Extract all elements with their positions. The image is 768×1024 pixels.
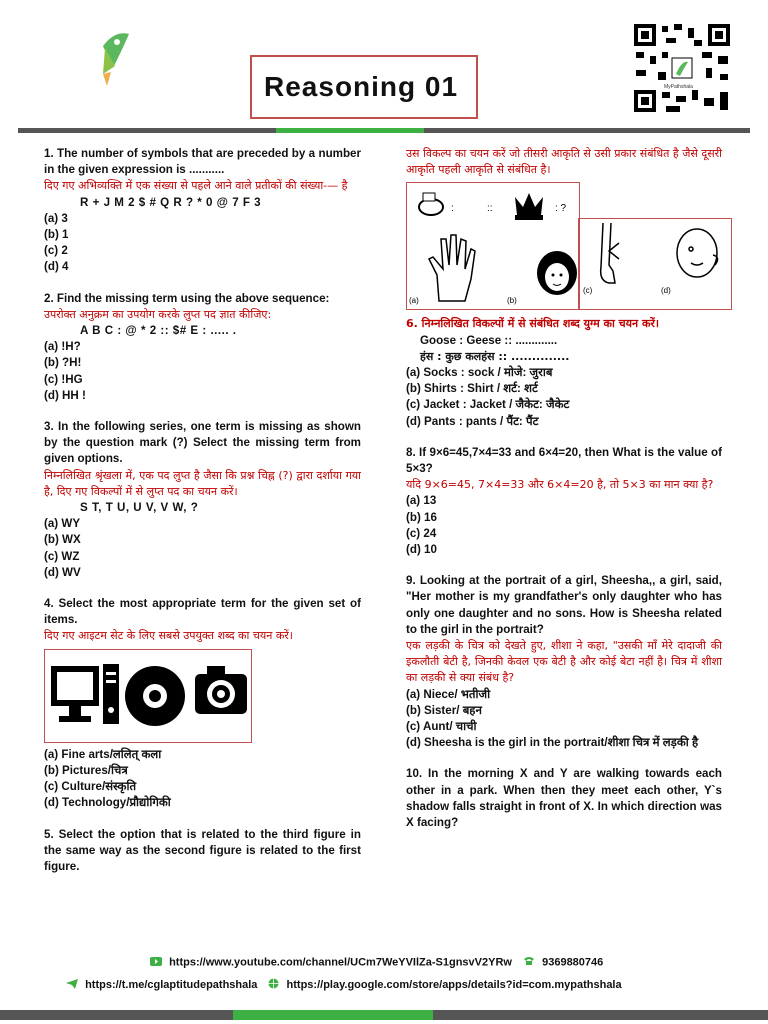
q5-label-c: (c): [583, 286, 593, 296]
q9-option-c[interactable]: (c) Aunt/ चाची: [406, 720, 477, 734]
bottom-divider: [0, 1010, 768, 1020]
q2-option-c[interactable]: (c) !HG: [44, 372, 83, 386]
q9-option-d[interactable]: (d) Sheesha is the girl in the portrait/शीशा चित्र में लड़की है: [406, 736, 699, 750]
q4-option-b[interactable]: (b) Pictures/चित्र: [44, 763, 128, 777]
q2-option-d[interactable]: (d) HH !: [44, 388, 86, 402]
q1-text: 1. The number of symbols that are preceded by a number in the given expression is ...........: [44, 147, 361, 177]
q5-text: 5. Select the option that is related to the third figure in the same way as the second figure is related to the first figure.: [44, 827, 361, 873]
q3-option-c[interactable]: (c) WZ: [44, 549, 80, 563]
q5-label-d: (d): [661, 286, 671, 296]
left-column: [44, 146, 361, 875]
q4-image: [44, 649, 252, 743]
q1-option-a[interactable]: (a) 3: [44, 211, 68, 225]
title-box: [250, 55, 478, 119]
q4-option-c[interactable]: (c) Culture/संस्कृति: [44, 780, 137, 794]
q5-figure-right: [578, 218, 732, 310]
q3-option-d[interactable]: (d) WV: [44, 565, 81, 579]
q6-option-b[interactable]: (b) Shirts : Shirt / शर्ट: शर्ट: [406, 382, 538, 396]
q5-mark-2: ::: [487, 203, 493, 215]
computer-icon: [51, 664, 119, 724]
q8-option-a[interactable]: (a) 13: [406, 494, 437, 508]
q9-text: 9. Looking at the portrait of a girl, Sheesha,, a girl, said, "Her mother is my grandfather's only daughter who has only one daughter and no sons. How is Sheesha related to the girl in the portrait?: [406, 574, 722, 636]
top-divider: [18, 128, 750, 133]
q8-text: 8. If 9×6=45,7×4=33 and 6×4=20, then What is the value of 5×3?: [406, 445, 722, 476]
q8-option-d[interactable]: (d) 10: [406, 543, 437, 557]
girl-face-icon: [537, 251, 577, 295]
q4-option-d[interactable]: (d) Technology/प्रौद्योगिकी: [44, 796, 171, 810]
youtube-icon: [150, 957, 162, 969]
q2-option-b[interactable]: (b) ?H!: [44, 356, 82, 370]
q5-label-b: (b): [507, 296, 517, 306]
q6-option-c[interactable]: (c) Jacket : Jacket / जैकेट: जैकेट: [406, 398, 570, 412]
q8-hindi: यदि 9×6=45, 7×4=33 और 6×4=20 है, तो 5×3 का मान क्या है?: [406, 478, 714, 492]
q4-text: 4. Select the most appropriate term for the given set of items.: [44, 597, 361, 627]
q5-figure-left: [406, 182, 580, 310]
q5-mark-3: : ?: [555, 203, 567, 215]
footer-row-2: [0, 978, 768, 992]
playstore-link[interactable]: https://play.google.com/store/apps/details?id=com.mypathshala: [286, 978, 622, 991]
q5-mark-1: :: [451, 203, 454, 215]
qr-caption: MyPathshala: [664, 84, 693, 90]
camera-icon: [195, 666, 247, 714]
footer-row-1: [0, 956, 768, 969]
page-title: Reasoning 01: [264, 71, 459, 102]
phone-icon: [523, 956, 535, 969]
ring-icon: [419, 193, 443, 215]
q3-option-b[interactable]: (b) WX: [44, 533, 81, 547]
q9-hindi: एक लड़की के चित्र को देखते हुए, शीशा ने कहा, "उसकी माँ मेरे दादाजी की इकलौती बेटी है, जिनकी केवल एक बेटी है और कोई बेटा नहीं है। चित्र में शीशा का लड़की से क्या संबंध है?: [406, 639, 722, 685]
crown-icon: [515, 193, 543, 220]
q1-option-c[interactable]: (c) 2: [44, 244, 68, 258]
q3-text: 3. In the following series, one term is missing as shown by the question mark (?) Select the missing term from given options.: [44, 420, 361, 466]
right-column: [406, 146, 722, 831]
leg-icon: [601, 223, 619, 283]
q6-option-d[interactable]: (d) Pants : pants / पैंट: पैंट: [406, 414, 539, 428]
q6-line1: Goose : Geese :: .............: [420, 333, 558, 347]
q1-option-d[interactable]: (d) 4: [44, 260, 69, 274]
globe-icon: [268, 978, 279, 992]
q10-text: 10. In the morning X and Y are walking towards each other in a park. When then they meet each other, Y`s shadow falls straight in front of X. In which direction was X facing?: [406, 767, 722, 830]
q2-expression: A B C : @ * 2 :: $# E : ..... .: [80, 324, 237, 338]
q9-option-b[interactable]: (b) Sister/ बहन: [406, 703, 482, 717]
q3-hindi: निम्नलिखित श्रृंखला में, एक पद लुप्त है जैसा कि प्रश्न चिह्न (?) द्वारा दर्शाया गया है, दिए गए विकल्पों में से लुप्त पद का चयन करें।: [44, 468, 361, 498]
q5-figure: [406, 182, 731, 316]
q1-option-b[interactable]: (b) 1: [44, 228, 69, 242]
q6-option-a[interactable]: (a) Socks : sock / मोजे: जुराब: [406, 366, 553, 380]
q5-hindi: उस विकल्प का चयन करें जो तीसरी आकृति से उसी प्रकार संबंधित है जैसे दूसरी आकृति पहली आकृति से संबंधित है।: [406, 147, 722, 177]
q6-hindi: 6. निम्नलिखित विकल्पों में से संबंधित शब्द युग्म का चयन करें।: [406, 317, 660, 331]
q1-hindi: दिए गए अभिव्यक्ति में एक संख्या से पहले आने वाले प्रतीकों की संख्या-— है: [44, 179, 348, 193]
pathshala-logo-icon: [95, 28, 135, 90]
q2-option-a[interactable]: (a) !H?: [44, 340, 81, 354]
q3-option-a[interactable]: (a) WY: [44, 517, 81, 531]
telegram-link[interactable]: https://t.me/cglaptitudepathshala: [85, 978, 258, 991]
q3-expression: S T, T U, U V, V W, ?: [80, 501, 199, 515]
hand-icon: [429, 235, 475, 301]
telegram-icon: [66, 979, 78, 992]
q9-option-a[interactable]: (a) Niece/ भतीजी: [406, 687, 491, 701]
q4-option-a[interactable]: (a) Fine arts/ललित् कला: [44, 747, 162, 761]
q8-option-c[interactable]: (c) 24: [406, 526, 437, 540]
phone-number[interactable]: 9369880746: [542, 956, 604, 969]
boy-face-icon: [677, 229, 718, 277]
qr-code-icon: [632, 22, 732, 114]
youtube-link[interactable]: https://www.youtube.com/channel/UCm7WeYVIlZa-S1gnsvV2YRw: [169, 956, 512, 969]
q5-label-a: (a): [409, 296, 419, 306]
q8-option-b[interactable]: (b) 16: [406, 510, 437, 524]
q4-hindi: दिए गए आइटम सेट के लिए सबसे उपयुक्त शब्द का चयन करें।: [44, 629, 293, 643]
disc-icon: [125, 666, 185, 726]
q6-line2: हंस : कुछ कलहंस :: ..............: [420, 349, 570, 363]
q1-expression: R + J M 2 $ # Q R ? * 0 @ 7 F 3: [80, 195, 262, 209]
q2-hindi: उपरोक्त अनुक्रम का उपयोग करके लुप्त पद ज्ञात कीजिए:: [44, 307, 272, 321]
q2-text: 2. Find the missing term using the above sequence:: [44, 291, 330, 305]
